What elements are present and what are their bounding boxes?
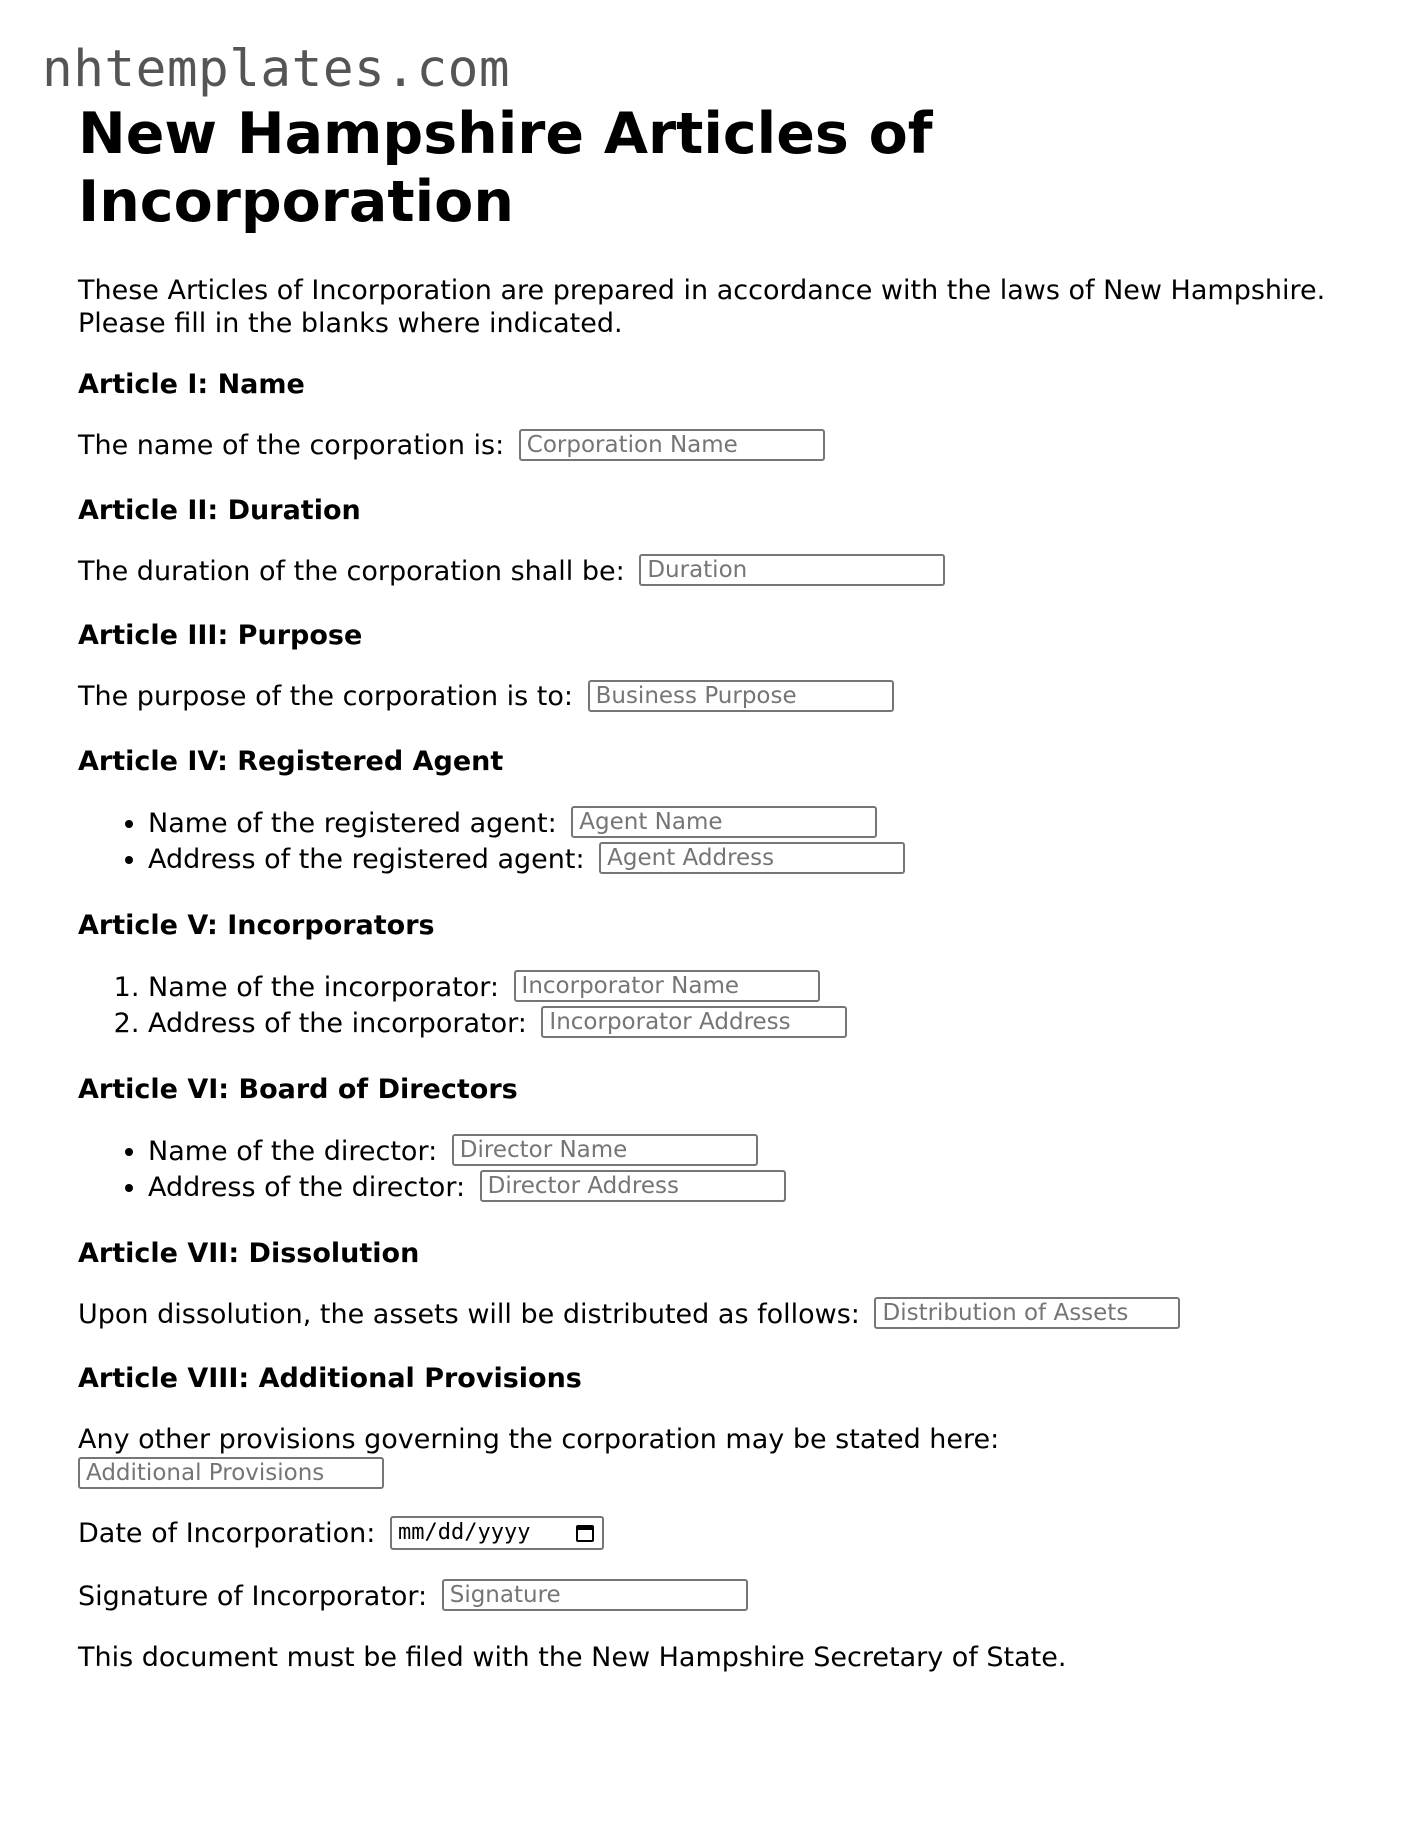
filing-note: This document must be filed with the New Hampshire Secretary of State. xyxy=(78,1642,1067,1673)
list-item xyxy=(148,842,1368,878)
calendar-icon[interactable] xyxy=(576,1525,594,1542)
agent-address-label: Address of the registered agent: xyxy=(148,843,585,875)
director-address-input[interactable]: Director Address xyxy=(480,1170,786,1202)
article-incorporators-heading: Article V: Incorporators xyxy=(78,909,435,941)
distribution-of-assets-input[interactable]: Distribution of Assets xyxy=(874,1297,1180,1329)
incorporator-name-label: Name of the incorporator: xyxy=(148,971,499,1003)
corporation-name-label: The name of the corporation is: xyxy=(78,430,505,461)
incorporator-address-input[interactable]: Incorporator Address xyxy=(541,1006,847,1038)
article-additional-heading: Article VIII: Additional Provisions xyxy=(78,1363,582,1394)
site-watermark: nhtemplates.com xyxy=(42,40,511,99)
duration-input[interactable]: Duration xyxy=(639,554,945,586)
director-name-input[interactable]: Director Name xyxy=(452,1134,758,1166)
list-item xyxy=(148,1134,1368,1170)
agent-name-label: Name of the registered agent: xyxy=(148,807,557,839)
article-additional-row xyxy=(78,1423,1368,1489)
article-dissolution-row xyxy=(78,1298,1368,1332)
date-placeholder: mm/dd/yyyy xyxy=(397,1519,531,1545)
agent-list xyxy=(78,806,1368,878)
agent-name-input[interactable]: Agent Name xyxy=(571,806,877,838)
article-agent-heading: Article IV: Registered Agent xyxy=(78,745,504,777)
intro-paragraph: These Articles of Incorporation are prepared in accordance with the laws of New Hampshire. Please fill in the blanks where indicated. xyxy=(78,275,1326,339)
business-purpose-input[interactable]: Business Purpose xyxy=(588,680,894,712)
article-name-heading: Article I: Name xyxy=(78,369,305,400)
article-dissolution-heading: Article VII: Dissolution xyxy=(78,1237,420,1269)
article-purpose-row xyxy=(78,680,1368,714)
article-duration-row xyxy=(78,555,1368,589)
list-item xyxy=(148,970,1368,1006)
directors-list xyxy=(78,1134,1368,1206)
incorporator-name-input[interactable]: Incorporator Name xyxy=(514,970,820,1002)
date-of-incorporation-input[interactable] xyxy=(390,1516,604,1550)
director-address-label: Address of the director: xyxy=(148,1171,466,1203)
corporation-name-input[interactable]: Corporation Name xyxy=(519,429,825,461)
list-item xyxy=(148,1006,1368,1042)
signature-label: Signature of Incorporator: xyxy=(78,1580,428,1612)
list-item xyxy=(148,1170,1368,1206)
additional-provisions-label: Any other provisions governing the corporation may be stated here: xyxy=(78,1424,1000,1455)
signature-row xyxy=(78,1580,1368,1614)
article-duration-heading: Article II: Duration xyxy=(78,494,361,526)
article-directors-heading: Article VI: Board of Directors xyxy=(78,1073,518,1105)
signature-input[interactable]: Signature xyxy=(442,1579,748,1611)
incorporators-list xyxy=(78,970,1368,1042)
date-row xyxy=(78,1517,1368,1552)
additional-provisions-input[interactable]: Additional Provisions xyxy=(78,1457,384,1489)
page-title: New Hampshire Articles of Incorporation xyxy=(78,101,933,235)
duration-label: The duration of the corporation shall be: xyxy=(78,555,625,587)
article-name-row xyxy=(78,429,1368,463)
agent-address-input[interactable]: Agent Address xyxy=(599,842,905,874)
incorporator-address-label: Address of the incorporator: xyxy=(148,1007,527,1039)
purpose-label: The purpose of the corporation is to: xyxy=(78,681,573,712)
director-name-label: Name of the director: xyxy=(148,1135,438,1167)
list-item xyxy=(148,806,1368,842)
date-label: Date of Incorporation: xyxy=(78,1518,376,1549)
articles-form xyxy=(78,100,1368,1674)
dissolution-label: Upon dissolution, the assets will be distributed as follows: xyxy=(78,1298,860,1330)
article-purpose-heading: Article III: Purpose xyxy=(78,620,363,651)
